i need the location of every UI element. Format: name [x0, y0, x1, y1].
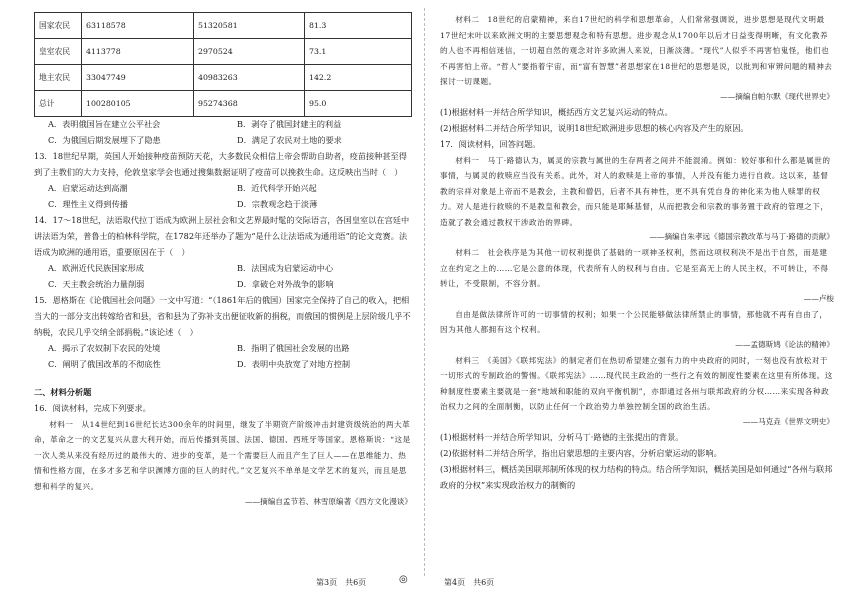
- table-cell: 40983263: [194, 65, 305, 91]
- q13-stem: 13．18世纪早期，英国人开始接种疫苗预防天花，大多数民众相信上帝会帮助自助者，疫苗接种甚至得到了主教们的大力支持，伦敦皇家学会也通过搜集数据证明了疫苗可以挽救生命。这反映出当时（ ）: [34, 150, 407, 177]
- q14-options: [34, 261, 412, 293]
- q17-requirement: (1)根据材料一并结合所学知识，分析马丁·路德的主张提出的背景。: [440, 431, 684, 442]
- q17-requirement: (3)根据材料三，概括美国联邦制所体现的权力结构的特点。结合所学知识，概括美国是如何通过“各州与联邦政府的分权”来实现政治权力的制衡的: [440, 463, 833, 490]
- page-number-left: 第3页 共6页: [316, 578, 367, 587]
- center-mark: ◎: [399, 574, 408, 585]
- table-cell: 81.3: [305, 13, 412, 39]
- table-cell: 2970524: [194, 39, 305, 65]
- table-row: [35, 91, 412, 117]
- q15-option: C．阐明了俄国改革的不彻底性: [48, 358, 161, 369]
- right-page-column: [440, 12, 834, 494]
- q13-option: A．启蒙运动达到高潮: [48, 182, 128, 193]
- table-row: [35, 65, 412, 91]
- q16-material1: 材料一 从14世纪到16世纪长达300余年的时间里，继发了半期资产阶级冲击封建资级统治的两大革命，革命之一的文艺复兴从意大利开始，而后传播到英国、法国、德国、西班牙等国家。恩格斯说：“这是一次人类从来没有经历过的最伟大的、进步的变革，是一个需要巨人而且产生了巨人——在思维能力、热情和性格方面，在多才多艺和学识渊博方面的巨人的时代。”文艺复兴不单单是文学艺术的复兴，而且是思想和科学的复兴。: [34, 419, 411, 491]
- q17-material3: 材料三 《美国》《联邦宪法》的制定者们在热切希望建立强有力的中央政府的同时，一刻也没有放松对于一切形式的专制政治的警惕。《联邦宪法》……现代民主政治的一些行之有效的制度性要素在这里有所体现。这种制度性要素主要就是一套“地域和职能的双向平衡机制”，亦即通过各州与联邦政府的分权……来实现各种政治权力之间的全面制衡，以防止任何一个政治势力单独控制全国的政治生活。: [440, 355, 833, 412]
- table-cell: 国家农民: [35, 13, 82, 39]
- q16-requirement: (1)根据材料一并结合所学知识，概括西方文艺复兴运动的特点。: [440, 106, 673, 117]
- q17-source2: ——卢梭: [803, 293, 834, 303]
- section-heading: 二、材料分析题: [34, 386, 92, 397]
- q17-requirement: (2)依据材料二并结合所学，指出启蒙思想的主要内容，分析启蒙运动的影响。: [440, 447, 722, 458]
- table-cell: 皇室农民: [35, 39, 82, 65]
- peasant-table: [34, 12, 412, 117]
- table-cell: 33047749: [82, 65, 194, 91]
- q17-stem: 17．阅读材料，回答问题。: [440, 138, 541, 149]
- q15-option: D．表明中央放宽了对地方控制: [237, 358, 351, 369]
- q14-option: A．欧洲近代民族国家形成: [48, 262, 144, 273]
- table-cell: 95.0: [305, 91, 412, 117]
- table-cell: 地主农民: [35, 65, 82, 91]
- q14-option: B．法国成为启蒙运动中心: [237, 262, 334, 273]
- q17-source2b: ——孟德斯鸠《论法的精神》: [735, 339, 834, 349]
- q14-option: D．拿破仑对外战争的影响: [237, 278, 334, 289]
- left-page-column: [34, 12, 412, 509]
- q17-material2b: 自由是做法律所许可的一切事情的权利；如果一个公民能够做法律所禁止的事情，那他就不再有自由了，因为其他人都拥有这个权利。: [440, 309, 828, 335]
- q13-option: D．宗教观念趋于淡薄: [237, 198, 318, 209]
- q16-source1: ——摘编自孟节若、林雪原编著《西方文化漫谈》: [244, 496, 412, 506]
- q15-option: A．揭示了农奴制下农民的处境: [48, 342, 161, 353]
- q12-options: [34, 117, 412, 149]
- table-cell: 4113778: [82, 39, 194, 65]
- table-cell: 142.2: [305, 65, 412, 91]
- q12-option: A．表明俄国旨在建立公平社会: [48, 119, 161, 129]
- table-cell: 73.1: [305, 39, 412, 65]
- q17-source1: ——摘编自朱孝远《德国宗教改革与马丁·路德的贡献》: [649, 232, 834, 242]
- q16-material2: 材料二 18世纪的启蒙精神，来自17世纪的科学和思想革命，人们常常强调说，进步思想是现代文明最17世纪末叶以来欧洲文明的主要思想观念和特有思想。进步观念从1700年以后才日益变得明晰，有文化教养的人也不再相信迷信，一切超自然的观念对许多欧洲人来说，日渐淡薄。“现代”人似乎不再害怕鬼怪，他们也不再害怕上帝。“哲人”要指着宇宙，而“富有智慧”者思想家在18世纪的思想是说，以批判和审辨问题的精神去探讨一切课题。: [440, 15, 833, 87]
- q14-option: C．天主教会统治力量削弱: [48, 278, 145, 289]
- q16-stem: 16．阅读材料，完成下列要求。: [34, 402, 151, 413]
- table-row: [35, 13, 412, 39]
- q16-source2: ——摘编自帕尔默《现代世界史》: [720, 91, 834, 101]
- q17-source3: ——马克垚《世界文明史》: [742, 416, 834, 426]
- q13-options: [34, 181, 412, 213]
- q15-stem: 15．恩格斯在《论俄国社会问题》一文中写道：“（1861年后的俄国）国家完全保持了自己的收入，把相当大的一部分支出转嫁给省和县，省和县为了弥补支出便征收新的捐税，而俄国的惯例是上层阶级几乎不纳税，农民几乎交纳全部捐税。”该论述（ ）: [34, 294, 411, 337]
- table-cell: 51320581: [194, 13, 305, 39]
- q12-option: B．剥夺了俄国封建主的利益: [237, 119, 342, 129]
- table-cell: 95274368: [194, 91, 305, 117]
- table-cell: 总计: [35, 91, 82, 117]
- page-divider: [424, 8, 425, 576]
- page-number-right: 第4页 共6页: [444, 578, 495, 587]
- q17-material2: 材料二 社会秩序是为其他一切权利提供了基础的一项神圣权利，然而这项权利决不是出于自然，而是建立在约定之上的……它是公意的体现，代表所有人的权利与自由。它是至高无上的人民主权，不可转让，不得转让，不受限制，不容分割。: [440, 248, 829, 289]
- q12-option: C．为俄国后期发展埋下了隐患: [48, 134, 161, 145]
- q13-option: B．近代科学开始兴起: [237, 182, 317, 193]
- q13-option: C．理性主义得到传播: [48, 198, 128, 209]
- table-row: [35, 39, 412, 65]
- q15-option: B．指明了俄国社会发展的出路: [237, 342, 350, 353]
- q16-requirement: (2)根据材料二并结合所学知识，说明18世纪欧洲进步思想的核心内容及产生的原因。: [440, 122, 749, 133]
- table-cell: 100280105: [82, 91, 194, 117]
- q17-material1: 材料一 马丁·路德认为，属灵的宗教与属世的生存两者之间并不能混淆。例如：较好事和什么都是属世的事情，与属灵的救赎应当没有关系。此外，对人的救赎是上帝的事情，人并没有能力进行自救。这以来，基督教的宗祥对象是上帝而不是教会，主教和僧侣，后者不具有神性，更不具有凭自身的神化来为他人赎罪的权力。对人是进行救赎的不是教皇和教会，而只能是耶稣基督，从而把教会和宗教的事务置于政府的管理之下，造就了教会通过教权干涉政治的界碑。: [440, 155, 831, 227]
- table-cell: 63118578: [82, 13, 194, 39]
- q14-stem: 14．17～18世纪，法语取代拉丁语成为欧洲上层社会和文艺界最时髦的交际语言，各国皇室以在宫廷中讲法语为荣，普鲁士的柏林科学院，在1782年还举办了题为“是什么让法语成为通用语”的论文竞赛。法语成为欧洲的通用语，重要原因在于（ ）: [34, 214, 410, 257]
- q12-option: D．满足了农民对土地的要求: [237, 134, 342, 145]
- q15-options: [34, 341, 412, 373]
